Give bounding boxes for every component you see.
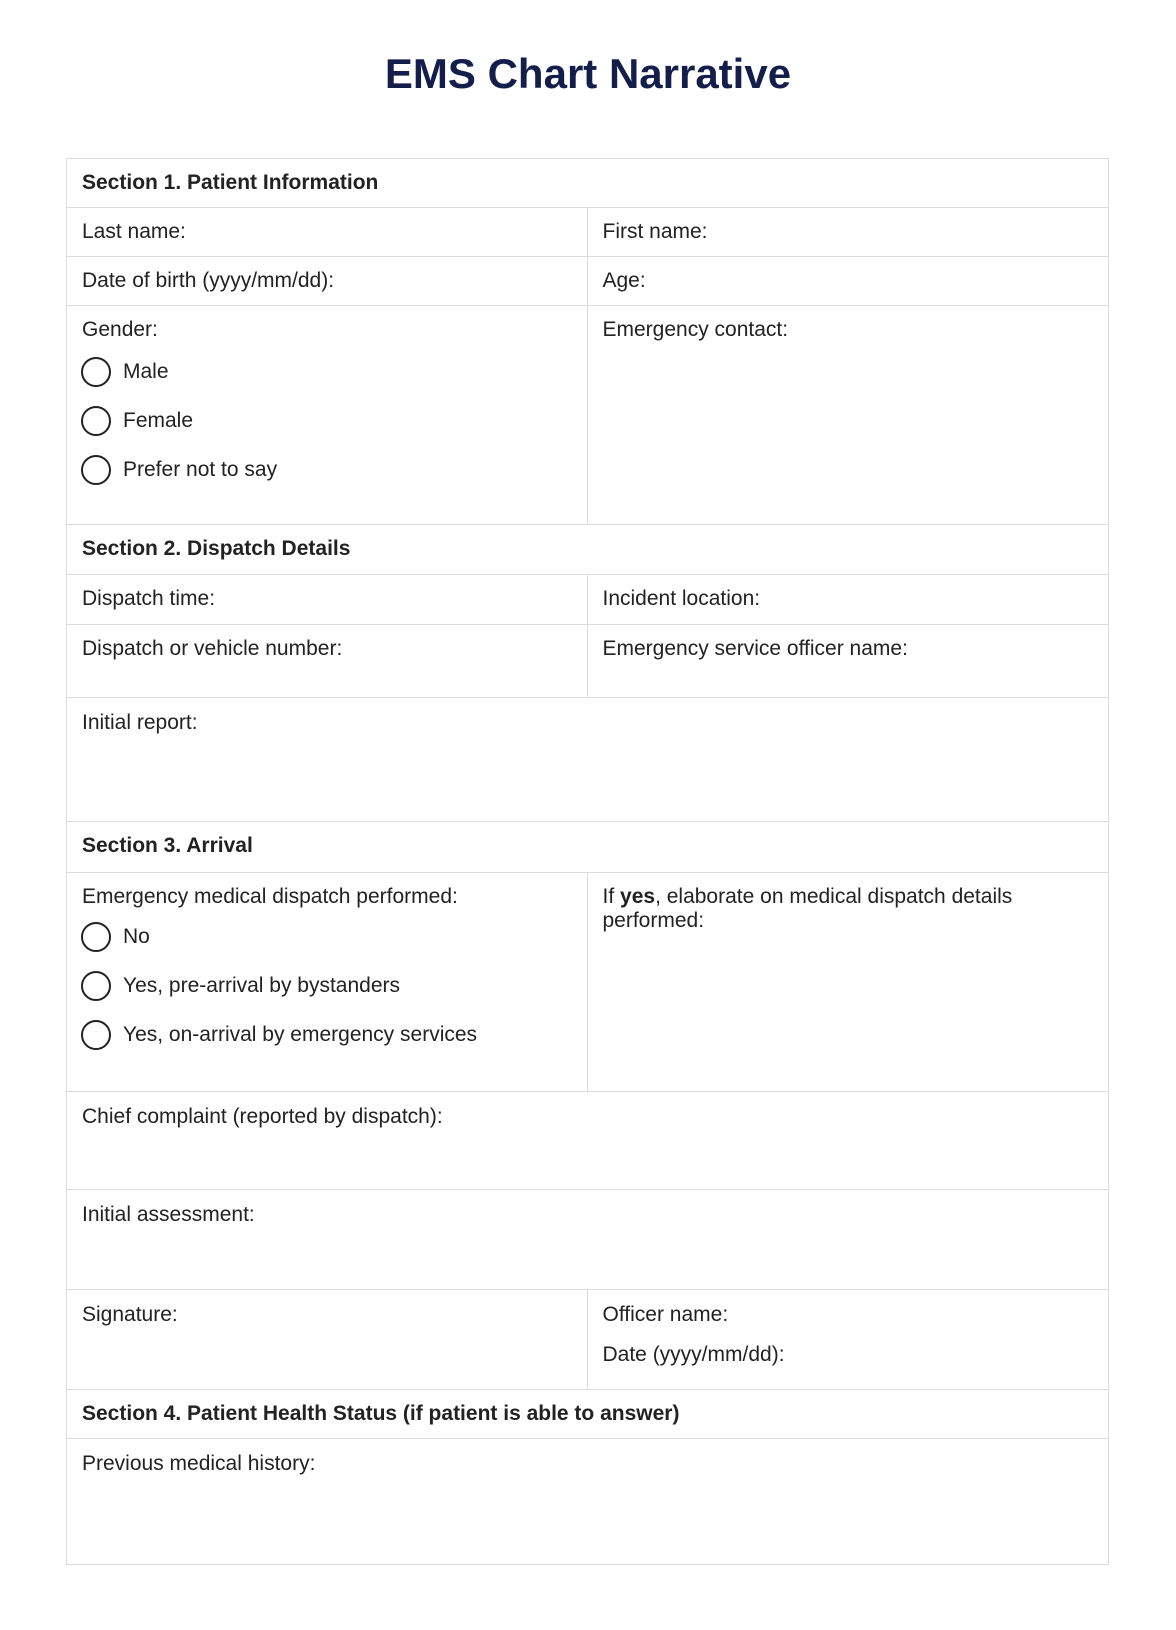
elaborate-suffix: , elaborate on medical dispatch details performed:: [602, 885, 1013, 932]
radio-label: Prefer not to say: [123, 458, 278, 481]
signature-row: [67, 1290, 1108, 1390]
elaborate-prefix: If: [602, 885, 621, 908]
initial-assessment-row: [67, 1190, 1108, 1290]
emd-option-no[interactable]: [82, 919, 572, 955]
sign-officer-name-field[interactable]: Officer name:: [602, 1303, 729, 1326]
dob-field[interactable]: Date of birth (yyyy/mm/dd):: [67, 257, 588, 305]
emd-group: [67, 873, 588, 1091]
radio-label: Female: [123, 409, 194, 432]
chief-complaint-field[interactable]: Chief complaint (reported by dispatch):: [82, 1105, 443, 1128]
emd-elaborate-field[interactable]: [588, 873, 1109, 1091]
last-name-field[interactable]: Last name:: [67, 208, 588, 256]
vehicle-number-field[interactable]: Dispatch or vehicle number:: [67, 625, 588, 697]
section-2-header-row: [67, 525, 1108, 575]
radio-button[interactable]: [81, 1020, 111, 1050]
initial-report-field[interactable]: Initial report:: [82, 711, 198, 734]
gender-contact-row: [67, 306, 1108, 525]
section-1-heading: Section 1. Patient Information: [82, 171, 379, 194]
medical-history-row: [67, 1439, 1108, 1564]
first-name-field[interactable]: First name:: [602, 220, 708, 243]
section-4-header-row: [67, 1390, 1108, 1439]
gender-option-prefer-not[interactable]: [82, 452, 572, 488]
page-title: EMS Chart Narrative: [384, 50, 792, 97]
radio-button[interactable]: [81, 406, 111, 436]
dob-age-row: [67, 257, 1108, 306]
initial-assessment-field[interactable]: Initial assessment:: [82, 1203, 255, 1226]
signature-field[interactable]: Signature:: [67, 1290, 588, 1389]
radio-label: Yes, pre-arrival by bystanders: [123, 974, 401, 997]
dispatch-time-field[interactable]: Dispatch time:: [67, 575, 588, 624]
emd-row: [67, 873, 1108, 1092]
elaborate-yes: yes: [620, 885, 656, 908]
radio-button[interactable]: [81, 455, 111, 485]
sign-date-field[interactable]: Date (yyyy/mm/dd):: [602, 1343, 785, 1366]
gender-option-male[interactable]: [82, 354, 572, 390]
radio-button[interactable]: [81, 357, 111, 387]
name-row: [67, 208, 1108, 257]
emd-label: Emergency medical dispatch performed:: [82, 885, 458, 908]
vehicle-officer-row: [67, 625, 1108, 698]
chief-complaint-row: [67, 1092, 1108, 1190]
section-4-heading: Section 4. Patient Health Status (if patient is able to answer): [82, 1402, 680, 1425]
section-3-heading: Section 3. Arrival: [82, 834, 253, 857]
officer-name-field[interactable]: Emergency service officer name:: [602, 637, 908, 660]
medical-history-field[interactable]: Previous medical history:: [82, 1452, 316, 1475]
section-1-header-row: [67, 159, 1108, 208]
dispatch-time-row: [67, 575, 1108, 625]
gender-group: [67, 306, 588, 524]
age-field[interactable]: Age:: [602, 269, 646, 292]
emd-option-bystanders[interactable]: [82, 968, 572, 1004]
initial-report-row: [67, 698, 1108, 822]
radio-button[interactable]: [81, 971, 111, 1001]
ems-form: [66, 158, 1109, 1565]
section-3-header-row: [67, 822, 1108, 873]
emd-option-emergency-services[interactable]: [82, 1017, 572, 1053]
radio-button[interactable]: [81, 922, 111, 952]
sign-officer-group: [588, 1290, 1109, 1389]
incident-location-field[interactable]: Incident location:: [602, 587, 761, 610]
gender-option-female[interactable]: [82, 403, 572, 439]
gender-label: Gender:: [82, 318, 158, 341]
emergency-contact-field[interactable]: Emergency contact:: [602, 318, 789, 341]
radio-label: Yes, on-arrival by emergency services: [123, 1023, 478, 1046]
section-2-heading: Section 2. Dispatch Details: [82, 537, 351, 560]
radio-label: Male: [123, 360, 169, 383]
radio-label: No: [123, 925, 150, 948]
